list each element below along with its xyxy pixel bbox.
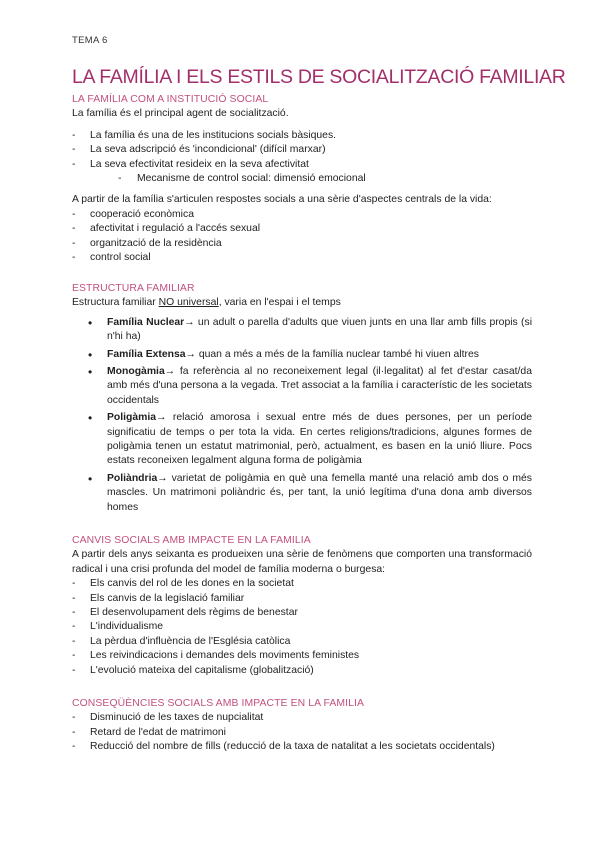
definition: → quan a més a més de la família nuclear també hi viuen altres <box>185 348 479 360</box>
list-item <box>72 365 532 408</box>
list-item: - cooperació econòmica <box>72 208 532 222</box>
list-item: - Les reivindicacions i demandes dels moviments feministes <box>72 649 532 663</box>
intro-underlined: NO universal <box>158 297 219 309</box>
list-item: - La família és una de les institucions socials bàsiques. <box>72 129 532 143</box>
list-subitem: - Mecanisme de control social: dimensió emocional <box>72 172 532 186</box>
definition: → un adult o parella d'adults que viuen junts en una llar amb fills propis (si n'hi ha) <box>107 316 533 343</box>
list-item <box>72 472 532 515</box>
section-intro: La família és el principal agent de socialització. <box>72 108 289 120</box>
term: Família Nuclear <box>107 316 185 328</box>
section-heading: LA FAMÍLIA COM A INSTITUCIÓ SOCIAL <box>72 94 269 105</box>
section-social-consequences <box>72 697 532 755</box>
definition: → fa referència al no reconeixement legal (il·legalitat) al fet d'estar casat/da amb més d'una persona a la vegada. Tret associat a la família i característic de les societats occidentals <box>107 366 532 406</box>
intro-text: , varia en l'espai i el temps <box>218 297 341 309</box>
list-item <box>72 411 532 469</box>
term: Monogàmia <box>107 366 165 378</box>
list-item: - La seva efectivitat resideix en la seva afectivitat <box>72 158 532 172</box>
section-heading: CONSEQÜÈNCIES SOCIALS AMB IMPACTE EN LA FAMILIA <box>72 698 365 709</box>
aspects-list <box>72 208 532 266</box>
list-item <box>72 348 532 362</box>
term: Poligàmia <box>107 412 157 424</box>
consequences-list <box>72 711 532 754</box>
definition: → varietat de poligàmia en què una femella manté una relació amb dos o més mascles. Un matrimoni poliàndric és, per tant, la unió legítima d'una dona amb diversos homes <box>107 472 532 513</box>
document-title: LA FAMÍLIA I ELS ESTILS DE SOCIALITZACIÓ FAMILIAR <box>72 66 566 88</box>
list-item: - La seva adscripció és 'incondicional' (difícil marxar) <box>72 143 532 157</box>
section-intro <box>72 296 532 310</box>
page-header: TEMA 6 <box>72 35 108 46</box>
list-item <box>72 316 532 345</box>
term: Poliàndria <box>107 472 158 484</box>
term: Família Extensa <box>107 348 186 360</box>
list-item: - L'evolució mateixa del capitalisme (globalització) <box>72 664 532 678</box>
section-family-structure <box>72 282 532 518</box>
aspects-paragraph: A partir de la família s'articulen respostes socials a una sèrie d'aspectes centrals de la vida: <box>72 194 492 206</box>
section-family-institution <box>72 93 532 265</box>
list-item: - L'individualisme <box>72 620 532 634</box>
section-social-changes <box>72 534 532 678</box>
section-heading: CANVIS SOCIALS AMB IMPACTE EN LA FAMILIA <box>72 535 311 546</box>
list-item: - Els canvis del rol de les dones en la societat <box>72 577 532 591</box>
structure-list <box>72 316 532 515</box>
list-item: - organització de la residència <box>72 237 532 251</box>
list-item: - afectivitat i regulació a l'accés sexual <box>72 222 532 236</box>
list-item: - control social <box>72 251 532 265</box>
definition: → relació amorosa i sexual entre més de dues persones, per un període significatiu de temps o per tota la vida. En certes religions/tradicions, algunes formes de poligàmia tenen un estatut matrimonial, però, actualment, es basen en la unió lliure. Pocs estats reconeixen legalment alguna forma de poligàmia <box>107 412 532 467</box>
changes-list <box>72 577 532 678</box>
list-item: - Disminució de les taxes de nupcialitat <box>72 711 532 725</box>
institution-list <box>72 129 532 187</box>
list-item: - Reducció del nombre de fills (reducció de la taxa de natalitat a les societats occidentals) <box>72 740 532 754</box>
section-paragraph: A partir dels anys seixanta es produeixen una sèrie de fenòmens que comporten una transformació radical i una crisi profunda del model de família moderna o burgesa: <box>72 549 532 575</box>
list-item: - El desenvolupament dels règims de benestar <box>72 606 532 620</box>
list-item: - La pèrdua d'influència de l'Església catòlica <box>72 635 532 649</box>
list-item: - Retard de l'edat de matrimoni <box>72 726 532 740</box>
section-heading: ESTRUCTURA FAMILIAR <box>72 283 195 294</box>
intro-text: Estructura familiar <box>72 297 159 309</box>
list-item: - Els canvis de la legislació familiar <box>72 592 532 606</box>
